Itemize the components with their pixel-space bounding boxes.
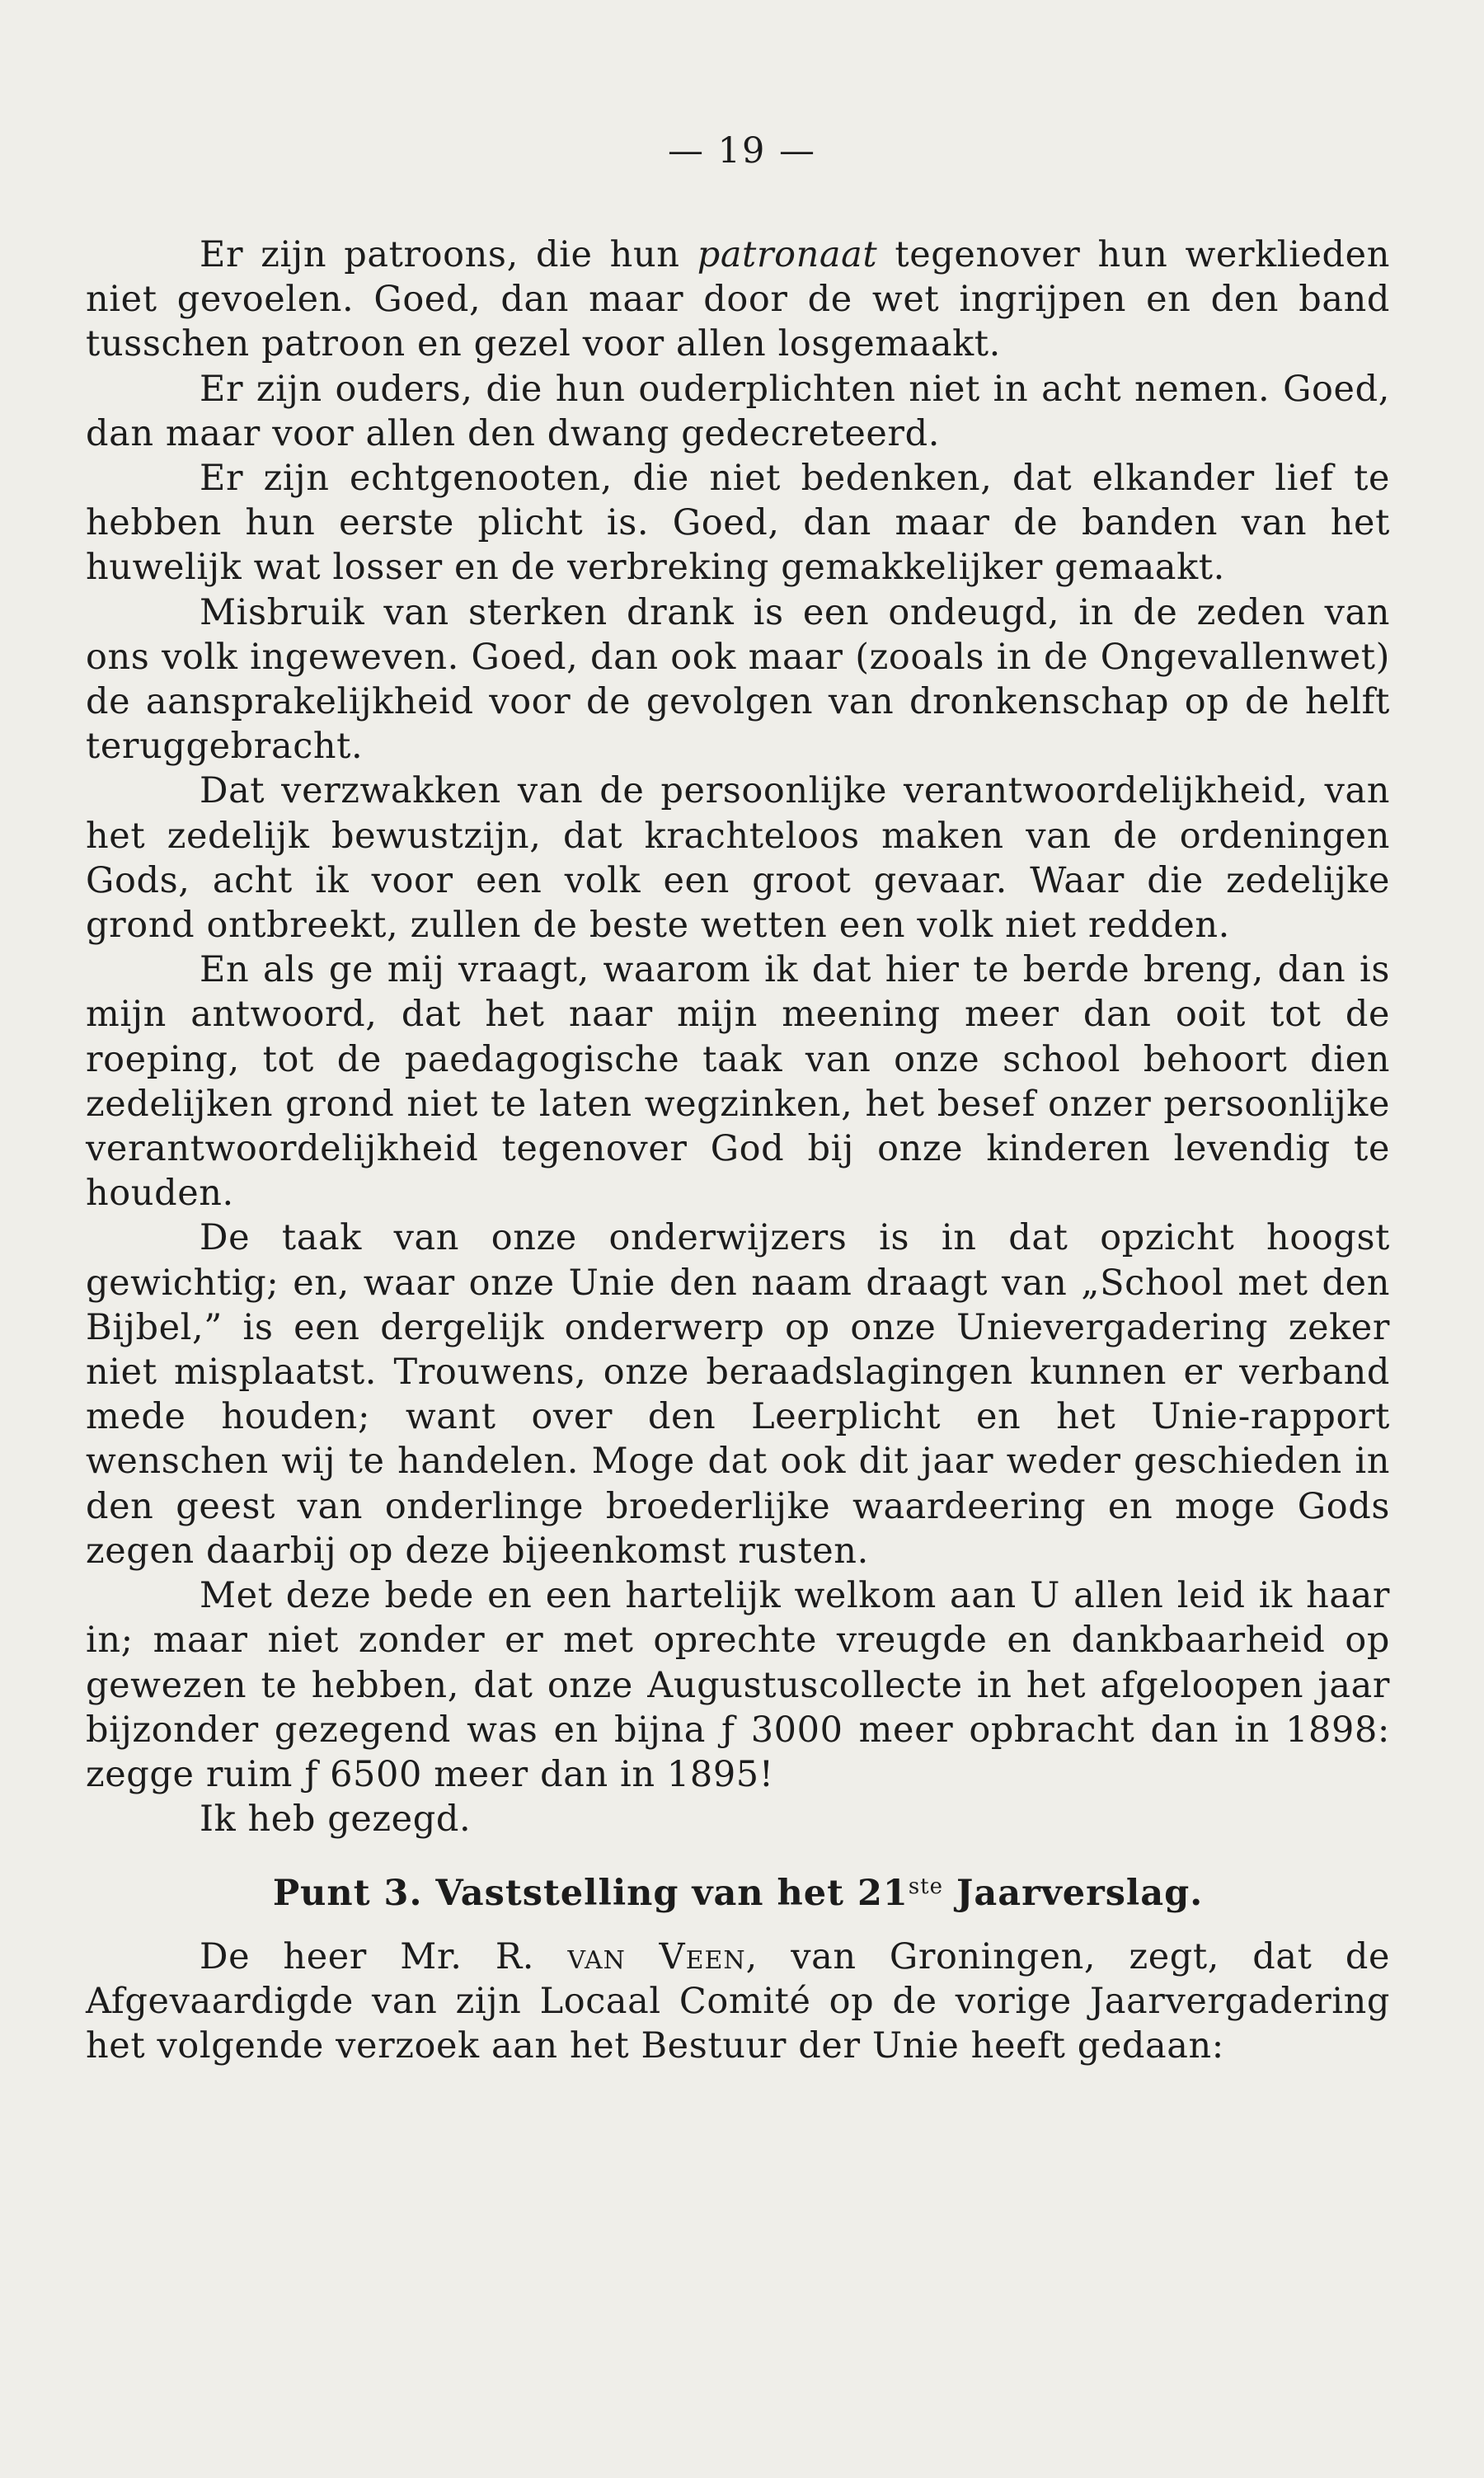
emphasis-word: patronaat: [697, 234, 878, 275]
paragraph-misbruik: Misbruik van sterken drank is een ondeugd, in de zeden van ons volk ingeweven. Goed, dan ook maar (zooals in de Ongevallenwet) de aansprakelijkheid voor de gevolgen van dronkenschap op de helft teruggebracht.: [86, 591, 1390, 768]
paragraph-echtgenooten: Er zijn echtgenooten, die niet bedenken, dat elkander lief te hebben hun eerste plicht is. Goed, dan maar de banden van het huwelijk wat losser en de verbreking gemakkelijker gemaakt.: [86, 458, 1390, 589]
section-heading: [86, 1864, 1390, 1916]
speaker-name: van Veen: [567, 1935, 746, 1977]
paragraph-gezegd: Ik heb gezegd.: [200, 1799, 472, 1841]
paragraph-verzwakken: Dat verzwakken van de persoonlijke verantwoordelijkheid, van het zedelijk bewustzijn, dat krachteloos maken van de ordeningen Gods, acht ik voor een volk een groot gevaar. Waar die zedelijke grond ontbreekt, zullen de beste wetten een volk niet redden.: [86, 770, 1390, 947]
paragraph-ouders: Er zijn ouders, die hun ouderplichten niet in acht nemen. Goed, dan maar voor allen den dwang gedecreteerd.: [86, 368, 1390, 454]
paragraph-text: De heer Mr. R.: [200, 1935, 568, 1977]
paragraph-patroons: [86, 233, 1390, 367]
paragraph-text: tegenover hun werklieden niet gevoelen. Goed, dan maar door de wet ingrijpen en den band tusschen patroon en gezel voor allen losgemaakt.: [86, 234, 1390, 365]
paragraph-text: Er zijn patroons, die hun: [200, 234, 697, 275]
heading-text-tail: Jaarverslag.: [943, 1873, 1204, 1915]
paragraph-bede: Met deze bede en een hartelijk welkom aan U allen leid ik haar in; maar niet zonder er met oprechte vreugde en dankbaarheid op gewezen te hebben, dat onze Augustuscollecte in het afgeloopen jaar bijzonder gezegend was en bijna ƒ 3000 meer opbracht dan in 1898: zegge ruim ƒ 6500 meer dan in 1895!: [86, 1575, 1390, 1795]
page-number: — 19 —: [667, 130, 817, 172]
body-text: [86, 233, 1390, 2068]
paragraph-waarom: En als ge mij vraagt, waarom ik dat hier te berde breng, dan is mijn antwoord, dat het naar mijn meening meer dan ooit tot de roeping, tot de paedagogische taak van onze school behoort dien zedelijken grond niet te laten wegzinken, het besef onzer persoonlijke verantwoordelijkheid tegenover God bij onze kinderen levendig te houden.: [86, 949, 1390, 1215]
heading-superscript: ste: [908, 1874, 944, 1900]
heading-text: Punt 3. Vaststelling van het 21: [272, 1873, 909, 1915]
paragraph-text: , van Groningen, zegt, dat de Afgevaardigde van zijn Locaal Comité op de vorige Jaarvergadering het volgende verzoek aan het Bestuur der Unie heeft gedaan:: [86, 1935, 1390, 2067]
paragraph-taak: De taak van onze onderwijzers is in dat opzicht hoogst gewichtig; en, waar onze Unie den naam draagt van „School met den Bijbel,” is een dergelijk onderwerp op onze Unievergadering zeker niet misplaatst. Trouwens, onze beraadslagingen kunnen er verband mede houden; want over den Leerplicht en het Unie-rapport wenschen wij te handelen. Moge dat ook dit jaar weder geschieden in den geest van onderlinge broederlijke waardeering en moge Gods zegen daarbij op deze bijeenkomst rusten.: [86, 1217, 1390, 1572]
paragraph-van-veen: [86, 1935, 1390, 2069]
